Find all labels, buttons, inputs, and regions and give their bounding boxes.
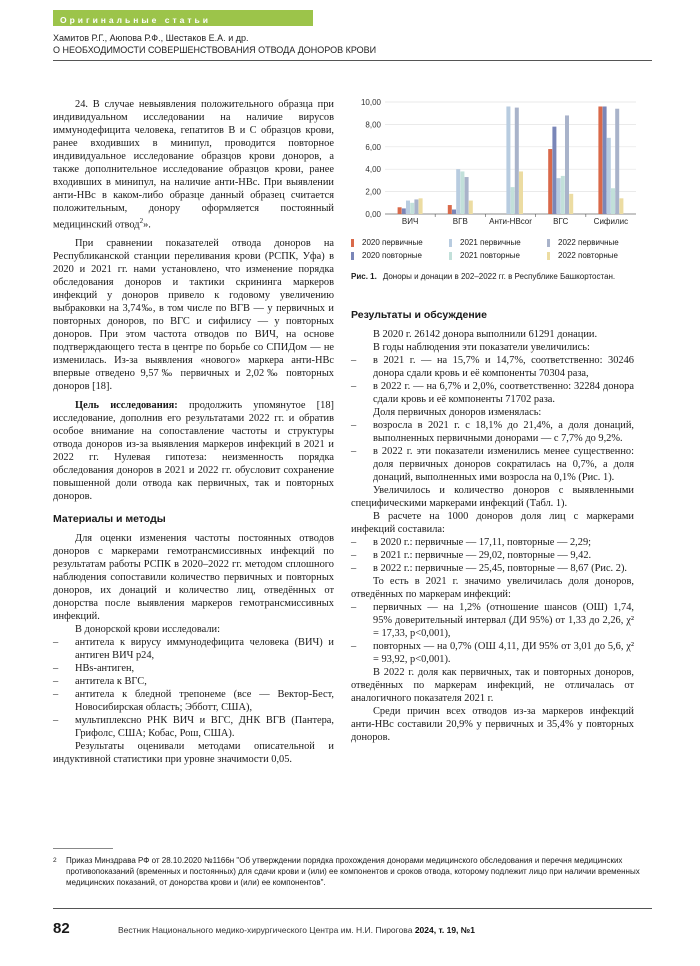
tests-list	[53, 636, 334, 740]
list-item: – в 2021 г. — на 15,7% и 14,7%, соответственно: 30246 донора сдали кровь и её компоненты 70304 раза,	[351, 354, 634, 380]
x-tick-label: Сифилис	[593, 217, 629, 226]
x-tick-label: ВГС	[553, 217, 569, 226]
chart-legend	[351, 236, 641, 266]
results-list-3	[351, 536, 634, 575]
header-divider	[53, 60, 652, 61]
list-item: – в 2021 г.: первичные — 29,02, повторные — 9,42.	[351, 549, 634, 562]
figure-caption: Рис. 1. Доноры и донации в 202–2022 гг. в Республике Башкортостан.	[351, 272, 616, 281]
legend-item: 2021 повторные	[449, 251, 520, 260]
bar	[456, 169, 460, 214]
y-tick-label: 8,00	[365, 120, 381, 130]
bar	[598, 106, 602, 214]
paragraph: В 2022 г. доля как первичных, так и повторных доноров, отведённых по маркерам инфекций, не отличалась от аналогичного показателя 2021 г.	[351, 667, 634, 704]
list-item: – повторных — на 0,7% (ОШ 4,11, ДИ 95% от 3,01 до 5,6, χ² = 93,92, p<0,001).	[351, 640, 634, 666]
list-item: – антитела к ВГС,	[53, 675, 334, 688]
paragraph: Доля первичных доноров изменялась:	[373, 407, 542, 418]
bar	[569, 194, 573, 214]
list-item: – первичных — на 1,2% (отношение шансов (ОШ) 1,74, 95% доверительный интервал (ДИ 95%) от 1,33 до 2,26, χ² = 17,33, p<0,001),	[351, 601, 634, 640]
paragraph: Для оценки изменения частоты постоянных отводов доноров с маркерами гемотрансмиссивных инфекций по результатам работы РСПК в 2020–2022 гг. методом сплошного наблюдения сопоставили количество первичных и повторных доноров, их донаций и количество лиц, отведённых от донорства после выявления маркеров гемотрансмиссивных инфекций.	[53, 533, 334, 623]
running-title: О НЕОБХОДИМОСТИ СОВЕРШЕНСТВОВАНИЯ ОТВОДА ДОНОРОВ КРОВИ	[53, 45, 377, 55]
list-item: – антитела к вирусу иммунодефицита человека (ВИЧ) и антиген ВИЧ р24,	[53, 636, 334, 662]
left-column	[53, 98, 334, 766]
paragraph: Увеличилось и количество доноров с выявленными специфическими маркерами инфекций (Табл. 1).	[351, 485, 634, 509]
y-tick-label: 10,00	[360, 98, 381, 107]
results-list-4	[351, 601, 634, 666]
bar	[515, 108, 519, 214]
paragraph: Среди причин всех отводов из-за маркеров инфекций анти-HBc составили 20,9% у первичных и 35,4% у повторных доноров.	[351, 706, 634, 743]
x-tick-label: ВГВ	[452, 217, 468, 226]
section-banner	[53, 10, 313, 26]
bar	[557, 178, 561, 214]
footnote	[53, 855, 643, 888]
y-tick-label: 0,00	[365, 210, 381, 219]
list-item: – мультиплексно РНК ВИЧ и ВГС, ДНК ВГВ (Пантера, Грифолс, США; Кобас, Рош, США).	[53, 714, 334, 740]
running-authors: Хамитов Р.Г., Аюпова Р.Ф., Шестаков Е.А. и др.	[53, 33, 249, 43]
paragraph: В 2020 г. 26142 донора выполнили 61291 донации.	[373, 329, 598, 340]
legend-item: 2022 первичные	[547, 238, 619, 247]
footnote-ref: 2	[139, 217, 144, 225]
heading-results: Результаты и обсуждение	[351, 309, 487, 321]
paragraph: Цель исследования: продолжить упомянутое [18] исследование, дополнив его результатами 2022 гг. и обратив особое внимание на сопоставление частоты и структуры отвода доноров из-за выявления маркеров инфекций в 2021 и 2022 гг. Нулевая гипотеза: неизменность порядка обследования доноров в 2021 и 2022 гг. обусловит сохранение повышенной доли отвода как первичных, так и повторных доноров.	[53, 400, 334, 503]
y-tick-label: 6,00	[365, 142, 381, 152]
bar	[548, 149, 552, 214]
bar	[511, 187, 515, 214]
bar	[615, 109, 619, 214]
bar	[452, 210, 456, 214]
paragraph: В расчете на 1000 доноров доля лиц с маркерами инфекций составила:	[351, 511, 634, 535]
list-item: – в 2022 г. эти показатели изменились менее существенно: доля первичных доноров сократилась на 0,7%, а доля донаций, выполненных ими возросла на 0,1% (Рис. 1).	[351, 445, 634, 484]
list-item: – в 2020 г.: первичные — 17,11, повторные — 2,29;	[351, 536, 634, 549]
section-label: Оригинальные статьи	[60, 15, 211, 25]
bar	[506, 106, 510, 214]
legend-item: 2021 первичные	[449, 238, 521, 247]
bar	[603, 106, 607, 214]
bar	[552, 127, 556, 214]
paragraph: 24. В случае невыявления положительного образца при индивидуальном исследовании на наличие вирусов иммунодефицита человека, гепатитов В и С образцов крови, ранее входивших в минипул, проводится повторное индивидуальное исследование образцов крови доноров, а также дополнительное исследование образцов крови, ранее входивших в минипул, на наличие анти-HBc. При выявлении анти-HBc в каком-либо образце данный образец считается положительным, донору оформляется постоянный медицинский отвод$^2$».	[53, 99, 334, 231]
bar	[448, 205, 452, 214]
heading-methods: Материалы и методы	[53, 513, 166, 526]
bar	[565, 115, 569, 214]
bar	[402, 208, 406, 214]
footer-divider	[53, 908, 652, 909]
y-tick-label: 4,00	[365, 165, 381, 175]
bar	[465, 177, 469, 214]
list-item: – HBs-антиген,	[53, 662, 334, 675]
legend-item: 2022 повторные	[547, 251, 618, 260]
journal-issue: 2024, т. 19, №1	[414, 925, 475, 935]
list-item: – в 2022 г. — на 6,7% и 2,0%, соответственно: 32284 донора сдали кровь и её компоненты 71702 раза.	[351, 380, 634, 406]
right-column	[351, 309, 634, 744]
paragraph: При сравнении показателей отвода доноров на Республиканской станции переливания крови (РСПК, Уфа) в 2020 и 2021 гг. нами установлено, что изменение порядка обследования доноров и тактики скрининга маркеров инфекций у доноров привело к годовому увеличению выбраковки на 3,74‰, в том числе по ВГВ — у первичных и повторных доноров, по ВГС и сифилису — у повторных доноров. При этом частота отводов по ВИЧ, на основе подтверждающего теста в центре по борьбе со СПИДом — не изменилась. Из-за выявления «нового» маркера анти-HBc впервые отведено 9,57‰ первичных и 2,02‰ повторных доноров [18].	[53, 238, 334, 393]
figure-1-chart	[351, 96, 641, 226]
list-item: – в 2022 г.: первичные — 25,45, повторные — 8,67 (Рис. 2).	[351, 562, 634, 575]
legend-item: 2020 первичные	[351, 238, 423, 247]
legend-item: 2020 повторные	[351, 251, 422, 260]
bar	[398, 207, 402, 214]
bar	[619, 198, 623, 214]
journal-line: Вестник Национального медико-хирургического Центра им. Н.И. Пирогова 2024, т. 19, №1	[118, 925, 475, 935]
bar	[519, 171, 523, 214]
bar	[460, 171, 464, 214]
paragraph: То есть в 2021 г. значимо увеличилась доля доноров, отведённых по маркерам инфекций:	[351, 576, 634, 600]
bar	[410, 203, 414, 214]
bar	[469, 201, 473, 214]
aim-label: Цель исследования:	[75, 400, 178, 412]
y-tick-label: 2,00	[365, 187, 381, 197]
footnote-number: 2	[53, 857, 57, 864]
results-list-2	[351, 419, 634, 484]
bar	[611, 188, 615, 214]
paragraph: Результаты оценивали методами описательной и индуктивной статистики при уровне значимости 0,05.	[53, 741, 334, 766]
footnote-text: Приказ Минздрава РФ от 28.10.2020 №1166н "Об утверждении порядка прохождения донорами медицинского обследования и перечня медицинских противопоказаний (временных и постоянных) для сдачи крови и (или) ее компонентов и сроков отвода, которому подлежит лицо при наличии временных медицинских показаний, от донорства крови и (или) ее компонентов".	[66, 856, 640, 887]
bar	[561, 176, 565, 214]
paragraph: В годы наблюдения эти показатели увеличились:	[373, 342, 590, 353]
paragraph: В донорской крови исследовали:	[75, 624, 220, 636]
bar	[406, 201, 410, 214]
list-item: – возросла в 2021 г. с 18,1% до 21,4%, а доля донаций, выполненных первичными донорами — с 7,7% до 9,2%.	[351, 419, 634, 445]
bar	[419, 198, 423, 214]
x-tick-label: ВИЧ	[401, 217, 419, 226]
page-number: 82	[53, 920, 70, 937]
bar	[414, 199, 418, 214]
list-item: – антитела к бледной трепонеме (все — Вектор-Бест, Новосибирская область; Эбботт, США),	[53, 688, 334, 714]
x-tick-label: Анти-HBcor	[489, 217, 532, 226]
results-list-1	[351, 354, 634, 406]
bar	[607, 138, 611, 214]
caption-label: Рис. 1.	[351, 272, 377, 281]
footnote-divider	[53, 848, 113, 849]
